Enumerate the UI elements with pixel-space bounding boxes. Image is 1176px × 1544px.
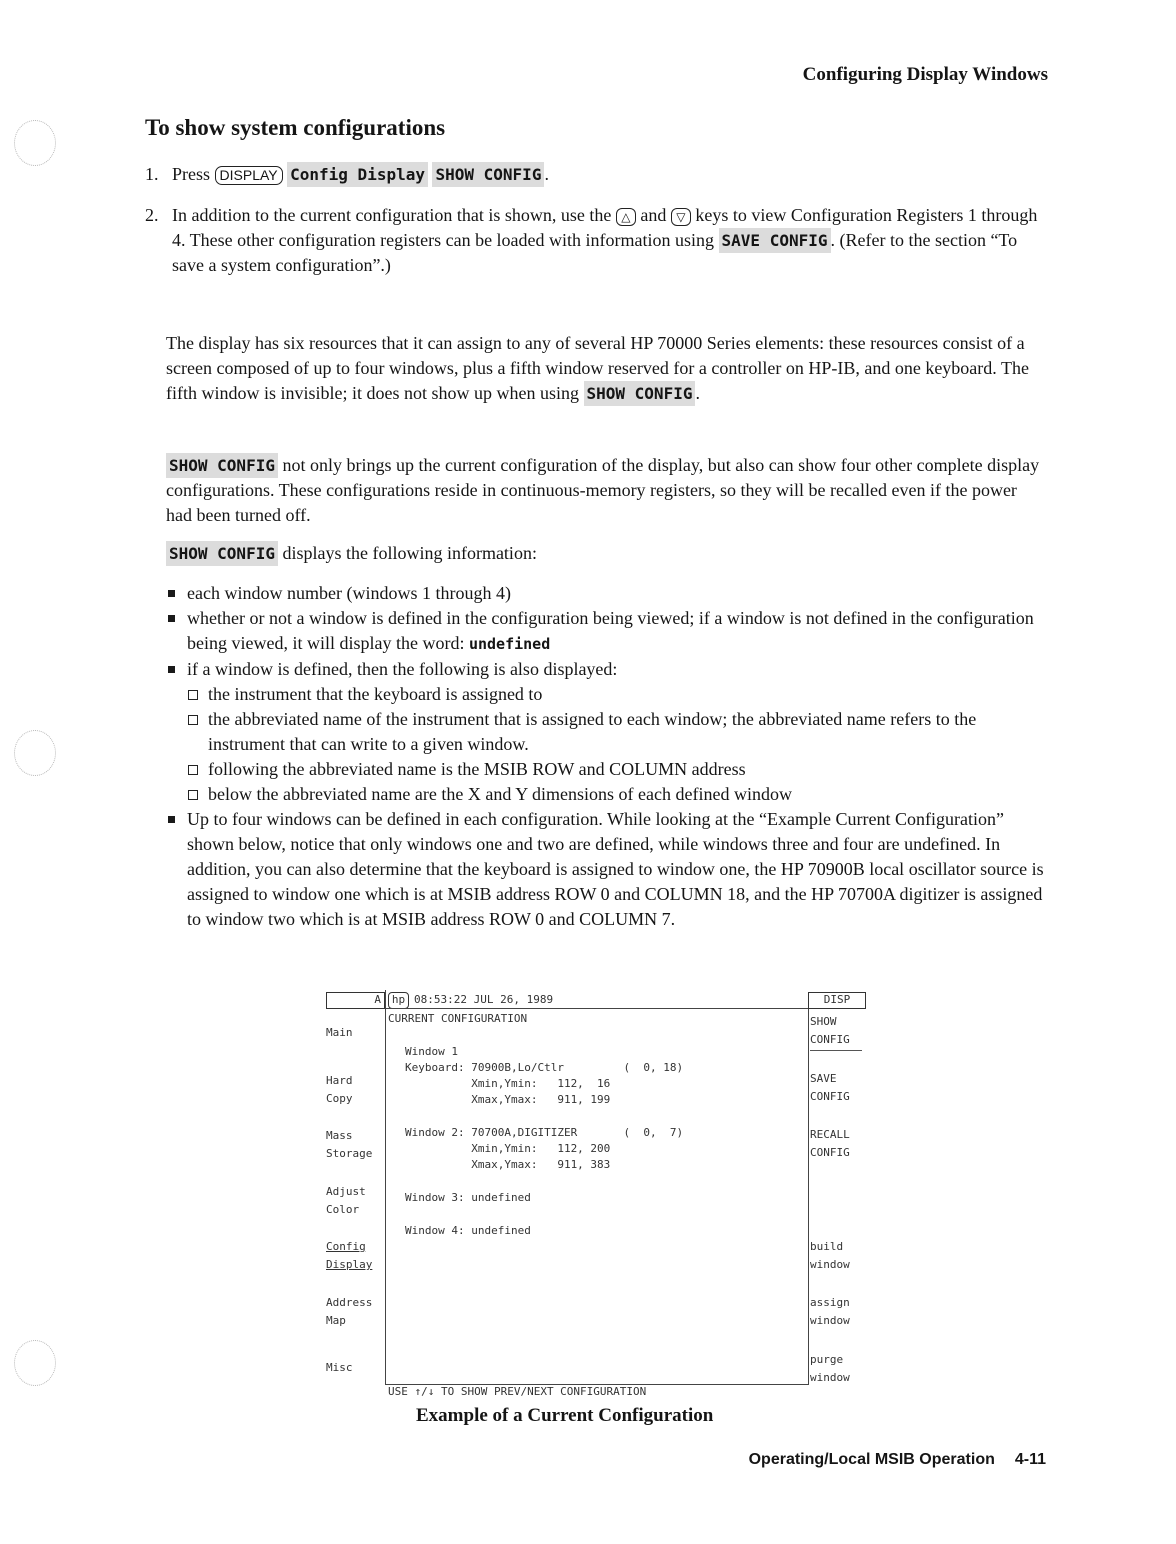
save-config-softkey[interactable]: SAVE CONFIG [719,228,831,253]
binder-hole [14,730,56,776]
running-header: Configuring Display Windows [802,64,1048,85]
softkey-assign[interactable]: assign [810,1296,850,1309]
show-config-softkey[interactable]: SHOW CONFIG [166,453,278,478]
paragraph-show-config: SHOW CONFIG not only brings up the current configuration of the display, but also can show four other complete display configurations. These configurations reside in continuous-memory registers, so they will be recalled even if the power had been turned off. [166,455,1040,525]
menu-adjust[interactable]: Adjust [326,1185,366,1198]
footer-section: Operating/Local MSIB Operation [748,1451,995,1468]
softkey-purge-window[interactable]: window [810,1371,850,1384]
softkey-show[interactable]: SHOW [810,1015,837,1028]
info-list [166,581,1046,932]
menu-hard[interactable]: Hard [326,1074,353,1087]
softkey-recall-config[interactable]: CONFIG [810,1146,850,1159]
config-window-3: Window 3: undefined [405,1191,531,1204]
binder-hole [14,120,56,166]
softkey-purge[interactable]: purge [810,1353,844,1366]
menu-config[interactable]: Config [326,1240,366,1253]
display-key[interactable]: DISPLAY [215,166,283,185]
active-indicator-box: A [326,992,385,1009]
list-item: if a window is defined, then the following is also displayed: [166,657,1046,682]
list-item: Up to four windows can be defined in each configuration. While looking at the “Example Current Configuration” shown below, notice that only windows one and two are defined, while windows three and four are undefined. In addition, you can also determine that the keyboard is assigned to window one, the HP 70900B local oscillator source is assigned to window one which is at MSIB address ROW 0 and COLUMN 18, and the HP 70700A digitizer is assigned to window two which is at MSIB address ROW 0 and COLUMN 7. [166,807,1046,932]
status-datetime: 08:53:22 JUL 26, 1989 [414,993,554,1006]
down-arrow-key-icon[interactable]: ▽ [671,208,691,226]
show-config-softkey[interactable]: SHOW CONFIG [432,162,544,187]
binder-hole [14,1340,56,1386]
sub-list-item: the abbreviated name of the instrument that is assigned to each window; the abbreviated name refers to the instrument that can write to a given window. [166,707,1046,757]
paragraph-resources: The display has six resources that it can assign to any of several HP 70000 Series elements: these resources consist of a screen composed of up to four windows, plus a fifth window reserved for a controller on HP-IB, and one keyboard. The fifth window is invisible; it does not show up when using SHOW CONFIG . [166,331,1041,406]
softkey-assign-window[interactable]: window [810,1314,850,1327]
list-item: each window number (windows 1 through 4) [166,581,1046,606]
screen-left-border [385,990,386,1385]
softkey-save[interactable]: SAVE [810,1072,837,1085]
config-window-2: Window 2: 70700A,DIGITIZER ( 0, 7) Xmin,Ymin: 112, 200 Xmax,Ymax: 911, 383 [405,1126,684,1171]
show-config-softkey[interactable]: SHOW CONFIG [166,541,278,566]
step-number: 1. [145,164,159,184]
softkey-underline [810,1050,862,1051]
screen-heading: CURRENT CONFIGURATION [388,1012,528,1025]
undefined-word: undefined [468,635,551,653]
menu-mass[interactable]: Mass [326,1129,353,1142]
paragraph-displays: SHOW CONFIG displays the following information: [166,541,1041,566]
page-footer [749,1451,1046,1469]
list-item: whether or not a window is defined in the configuration being viewed; if a window is not defined in the configuration being viewed, it will display the word: undefined [166,606,1046,657]
screen-right-border [808,1008,809,1385]
menu-map[interactable]: Map [326,1314,346,1327]
step-1: 1. Press DISPLAY Config Display SHOW CONFIG . [145,162,549,187]
config-window-1: Window 1 Keyboard: 70900B,Lo/Ctlr ( 0, 18) Xmin,Ymin: 112, 16 Xmax,Ymax: 911, 199 [405,1045,684,1106]
softkey-save-config[interactable]: CONFIG [810,1090,850,1103]
sub-list-item: following the abbreviated name is the MSIB ROW and COLUMN address [166,757,1046,782]
config-display-softkey[interactable]: Config Display [287,162,428,187]
sub-list-item: below the abbreviated name are the X and Y dimensions of each defined window [166,782,1046,807]
sub-list-item: the instrument that the keyboard is assigned to [166,682,1046,707]
figure-caption: Example of a Current Configuration [416,1405,714,1426]
page-number: 4-11 [1014,1451,1046,1468]
menu-storage[interactable]: Storage [326,1147,373,1160]
softkey-show-config[interactable]: CONFIG [810,1033,850,1046]
menu-misc[interactable]: Misc [326,1361,353,1374]
up-arrow-key-icon[interactable]: △ [616,208,636,226]
step-2: 2. In addition to the current configuration that is shown, use the △ and ▽ keys to view Configuration Registers 1 through 4. These other configuration registers can be loaded with information using SAVE CONFIG . (Refer to the section “To save a system configuration”.) [145,205,1038,275]
softkey-recall[interactable]: RECALL [810,1128,850,1141]
header-divider [385,1008,808,1009]
disp-label: DISP [808,992,866,1009]
section-title: To show system configurations [145,115,446,140]
menu-address[interactable]: Address [326,1296,373,1309]
softkey-build-window[interactable]: window [810,1258,850,1271]
menu-copy[interactable]: Copy [326,1092,353,1105]
hp-logo-icon: hp [388,992,409,1009]
config-window-4: Window 4: undefined [405,1224,531,1237]
step-number: 2. [145,205,159,225]
show-config-softkey[interactable]: SHOW CONFIG [584,381,696,406]
menu-display[interactable]: Display [326,1258,373,1271]
softkey-build[interactable]: build [810,1240,844,1253]
menu-main[interactable]: Main [326,1026,353,1039]
screen-bottom-message: USE ↑/↓ TO SHOW PREV/NEXT CONFIGURATION [388,1385,647,1398]
menu-color[interactable]: Color [326,1203,360,1216]
